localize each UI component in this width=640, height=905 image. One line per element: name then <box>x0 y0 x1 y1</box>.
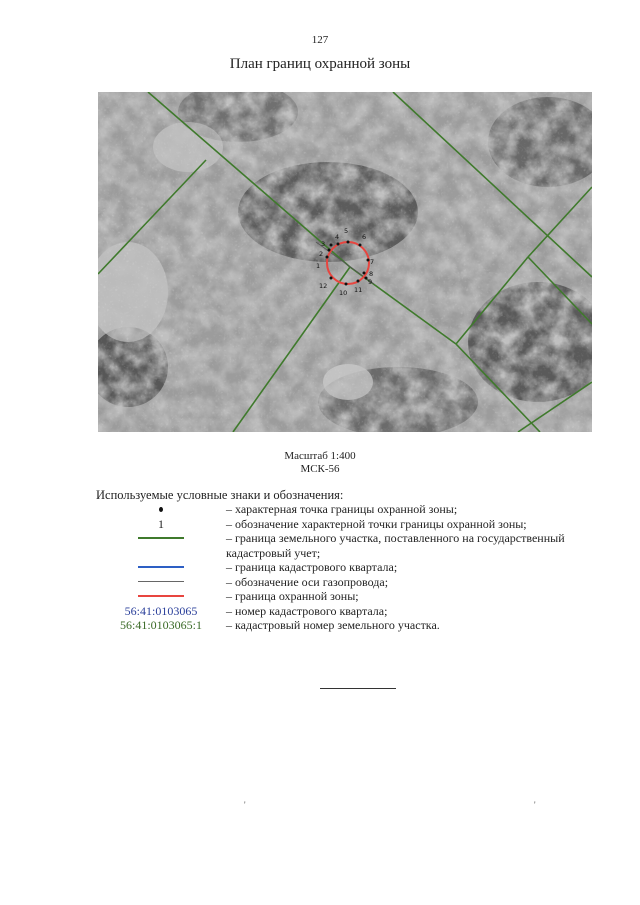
legend-symbol <box>96 502 226 517</box>
page-number: 127 <box>311 34 329 46</box>
green-line-icon <box>138 537 184 539</box>
legend-item-quarter-boundary <box>96 560 596 575</box>
point-dot-icon <box>159 507 163 512</box>
point-label: 3 <box>321 240 326 248</box>
legend-item-point <box>96 502 596 517</box>
legend-item-quarter-number <box>96 604 596 619</box>
boundary-point <box>328 249 331 252</box>
legend-text: – характерная точка границы охранной зоны; <box>226 502 458 516</box>
coordinate-system: МСК-56 <box>300 463 340 475</box>
legend-text: – граница кадастрового квартала; <box>226 560 398 574</box>
point-label: 9 <box>368 278 373 286</box>
legend-symbol <box>96 560 226 575</box>
point-label: 5 <box>344 227 349 235</box>
boundary-point <box>347 241 350 244</box>
blue-line-icon <box>138 566 184 568</box>
legend-symbol <box>96 531 226 546</box>
page-title: План границ охранной зоны <box>229 56 411 72</box>
red-line-icon <box>138 595 184 597</box>
boundary-point <box>345 283 348 286</box>
gray-line-icon <box>138 581 184 582</box>
point-label: 12 <box>319 282 328 290</box>
boundary-point <box>357 280 360 283</box>
footer-rule <box>320 688 396 689</box>
point-label: 2 <box>319 250 324 258</box>
legend-symbol: 1 <box>158 516 164 531</box>
legend-symbol: 56:41:0103065 <box>124 603 198 618</box>
legend-item-parcel-boundary <box>96 531 596 560</box>
legend-text: – граница охранной зоны; <box>226 589 359 603</box>
legend-text: – номер кадастрового квартала; <box>226 603 388 618</box>
aerial-map <box>98 92 592 432</box>
legend-symbol <box>96 575 226 590</box>
legend-item-point-label <box>96 517 596 532</box>
boundary-point <box>330 277 333 280</box>
legend-item-pipeline-axis <box>96 575 596 590</box>
boundary-point <box>330 244 333 247</box>
point-label: 4 <box>335 233 340 241</box>
legend-item-protection-zone <box>96 589 596 604</box>
scan-mark: ' <box>244 800 246 810</box>
legend-heading: Используемые условные знаки и обозначения: <box>96 488 344 502</box>
map-canvas <box>98 92 592 432</box>
scan-mark: ' <box>534 800 536 810</box>
boundary-point <box>337 243 340 246</box>
point-label: 7 <box>370 258 375 266</box>
boundary-point <box>326 256 329 259</box>
legend-symbol: 56:41:0103065:1 <box>119 618 202 632</box>
map-scale: Масштаб 1:400 <box>284 450 356 462</box>
legend-text: – обозначение характерной точки границы охранной зоны; <box>226 516 527 531</box>
legend-text: – кадастровый номер земельного участка. <box>226 618 440 632</box>
legend-symbol <box>96 589 226 604</box>
legend-item-cadastral-number <box>96 618 596 633</box>
legend <box>96 502 596 633</box>
scale-block <box>0 450 640 476</box>
legend-text: – обозначение оси газопровода; <box>226 574 389 589</box>
point-label: 11 <box>354 286 363 294</box>
point-label: 8 <box>369 270 374 278</box>
point-label: 1 <box>316 262 321 270</box>
legend-text: – граница земельного участка, поставленного на государственный кадастровый учет; <box>226 531 565 560</box>
point-label: 6 <box>362 233 367 241</box>
boundary-point <box>359 244 362 247</box>
point-label: 10 <box>339 289 348 297</box>
boundary-point <box>363 272 366 275</box>
